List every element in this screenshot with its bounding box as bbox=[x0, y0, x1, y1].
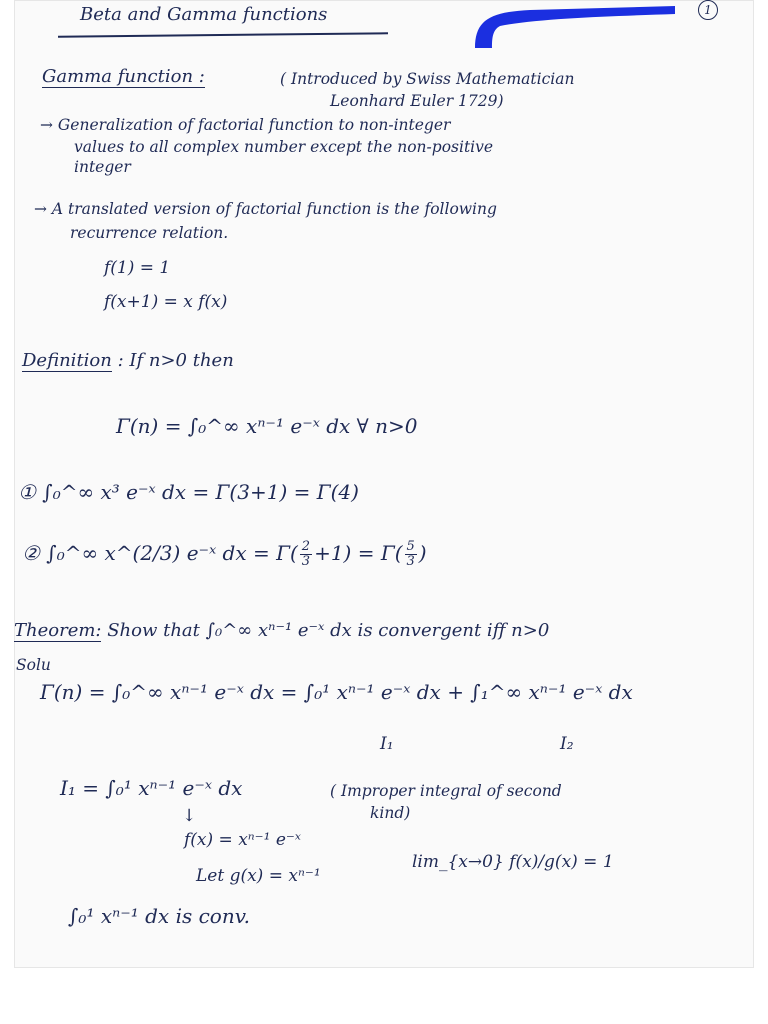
solution-label: Solu bbox=[16, 656, 51, 674]
gamma-intro-line2: Leonhard Euler 1729) bbox=[330, 92, 504, 110]
gamma-intro-line1: ( Introduced by Swiss Mathematician bbox=[280, 70, 575, 88]
I1-note-cont: kind) bbox=[370, 804, 411, 822]
convergence-statement: ∫₀¹ xⁿ⁻¹ dx is conv. bbox=[68, 904, 250, 928]
gamma-point1-line2: values to all complex number except the non-positive bbox=[74, 138, 494, 156]
recurrence-eq1: f(1) = 1 bbox=[104, 258, 171, 278]
gamma-point2-line1: → A translated version of factorial function is the following bbox=[34, 200, 497, 218]
redaction-blob bbox=[470, 0, 680, 48]
page-title: Beta and Gamma functions bbox=[80, 4, 328, 25]
theorem-split-eq: Γ(n) = ∫₀^∞ xⁿ⁻¹ e⁻ˣ dx = ∫₀¹ xⁿ⁻¹ e⁻ˣ dx + ∫₁^∞ xⁿ⁻¹ e⁻ˣ dx bbox=[40, 680, 633, 704]
gamma-point1-line3: integer bbox=[74, 158, 131, 176]
gamma-point2-line2: recurrence relation. bbox=[70, 224, 229, 242]
I1-note: ( Improper integral of second bbox=[330, 782, 562, 800]
I1-equation: I₁ = ∫₀¹ xⁿ⁻¹ e⁻ˣ dx bbox=[60, 776, 243, 800]
f-definition: f(x) = xⁿ⁻¹ e⁻ˣ bbox=[184, 830, 301, 850]
example-2: ② ∫₀^∞ x^(2/3) e⁻ˣ dx = Γ( $\frac{2}{3}$ +1) = Γ( $\frac{5}{3}$ ) bbox=[22, 539, 427, 569]
definition-formula: Γ(n) = ∫₀^∞ xⁿ⁻¹ e⁻ˣ dx ∀ n>0 bbox=[116, 414, 418, 438]
label-I2: I₂ bbox=[560, 734, 574, 754]
limit-expression: lim_{x→0} f(x)/g(x) = 1 bbox=[412, 852, 614, 872]
gamma-heading: Gamma function : bbox=[42, 66, 205, 87]
recurrence-eq2: f(x+1) = x f(x) bbox=[104, 292, 228, 312]
definition-label: Definition : If n>0 then bbox=[22, 350, 234, 371]
down-arrow: ↓ bbox=[182, 806, 197, 826]
page-number: 1 bbox=[698, 0, 718, 20]
theorem-statement: Theorem: Show that ∫₀^∞ xⁿ⁻¹ e⁻ˣ dx is convergent iff n>0 bbox=[14, 620, 550, 641]
gamma-point1-line1: → Generalization of factorial function to non-integer bbox=[40, 116, 451, 134]
g-definition: Let g(x) = xⁿ⁻¹ bbox=[196, 866, 321, 886]
label-I1: I₁ bbox=[380, 734, 394, 754]
example-1: ① ∫₀^∞ x³ e⁻ˣ dx = Γ(3+1) = Γ(4) bbox=[18, 480, 359, 504]
